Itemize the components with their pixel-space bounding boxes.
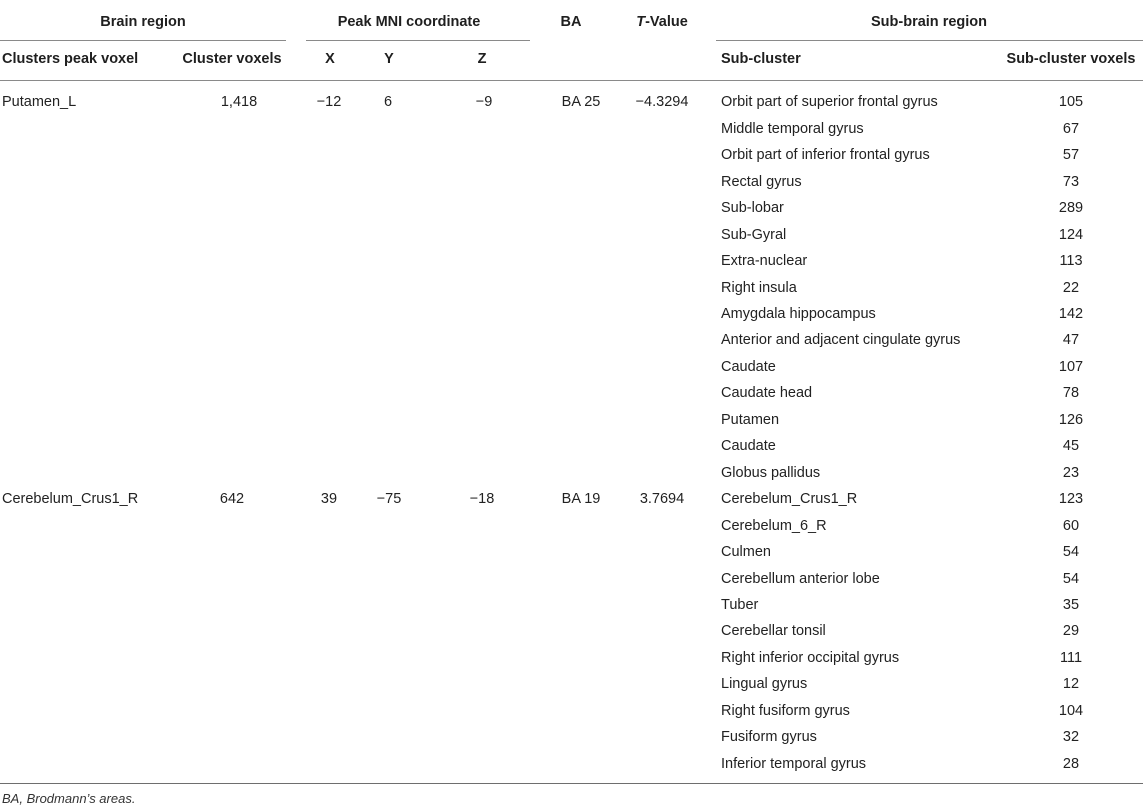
sub-cluster-name: Orbit part of superior frontal gyrus [721,94,938,110]
cluster-x: 39 [320,491,338,507]
sub-cluster-voxels: 126 [1058,412,1084,428]
sub-cluster-name: Orbit part of inferior frontal gyrus [721,147,930,163]
sub-cluster-voxels: 104 [1058,703,1084,719]
sub-cluster-name: Cerebelum_Crus1_R [721,491,858,507]
sub-cluster-voxels: 28 [1062,756,1080,772]
sub-cluster-voxels: 78 [1062,385,1080,401]
sub-cluster-voxels: 35 [1062,597,1080,613]
cluster-y: −75 [376,491,402,507]
header-t-value-italic: T [636,14,646,30]
sub-cluster-voxels: 45 [1062,438,1080,454]
cluster-t-value: 3.7694 [639,491,685,507]
cluster-peak-voxel: Putamen_L [2,94,77,110]
header-brain-region: Brain region [100,14,186,30]
sub-cluster-voxels: 32 [1062,729,1080,745]
sub-cluster-name: Right inferior occipital gyrus [721,650,900,666]
sub-cluster-name: Sub-Gyral [721,227,787,243]
table-footnote: BA, Brodmann’s areas. [2,791,136,806]
cluster-t-value: −4.3294 [635,94,689,110]
cluster-z: −9 [475,94,493,110]
cluster-z: −18 [469,491,495,507]
header-y: Y [384,51,394,67]
sub-cluster-voxels: 105 [1058,94,1084,110]
sub-cluster-voxels: 111 [1059,650,1083,666]
cluster-voxels: 642 [219,491,245,507]
group3-underline [716,40,1143,41]
header-cluster-voxels: Cluster voxels [182,51,282,67]
sub-cluster-name: Fusiform gyrus [721,729,817,745]
sub-cluster-voxels: 29 [1062,623,1080,639]
cluster-ba: BA 25 [561,94,601,110]
sub-cluster-name: Globus pallidus [721,465,821,481]
table-bottom-rule [0,783,1143,784]
cluster-y: 6 [383,94,393,110]
sub-cluster-name: Inferior temporal gyrus [721,756,867,772]
sub-cluster-name: Culmen [721,544,771,560]
cluster-x: −12 [316,94,342,110]
sub-cluster-voxels: 142 [1058,306,1084,322]
sub-cluster-name: Lingual gyrus [721,676,808,692]
cluster-voxels: 1,418 [220,94,258,110]
sub-cluster-voxels: 54 [1062,544,1080,560]
sub-cluster-name: Sub-lobar [721,200,784,216]
sub-cluster-name: Caudate [721,359,776,375]
header-clusters-peak-voxel: Clusters peak voxel [2,51,139,67]
group2-underline [306,40,530,41]
sub-cluster-name: Rectal gyrus [721,174,802,190]
header-x: X [325,51,335,67]
sub-cluster-voxels: 67 [1062,121,1080,137]
header-bottom-rule [0,80,1143,81]
sub-cluster-name: Right fusiform gyrus [721,703,850,719]
sub-cluster-name: Caudate [721,438,776,454]
header-t-value-rest: -Value [645,14,688,30]
sub-cluster-voxels: 57 [1062,147,1080,163]
sub-cluster-name: Anterior and adjacent cingulate gyrus [721,332,961,348]
header-sub-cluster: Sub-cluster [721,51,801,67]
sub-cluster-name: Cerebelum_6_R [721,518,827,534]
sub-cluster-name: Middle temporal gyrus [721,121,864,137]
sub-cluster-voxels: 289 [1058,200,1084,216]
sub-cluster-voxels: 23 [1062,465,1080,481]
sub-cluster-name: Cerebellar tonsil [721,623,826,639]
sub-cluster-name: Extra-nuclear [721,253,808,269]
sub-cluster-voxels: 47 [1062,332,1080,348]
sub-cluster-name: Tuber [721,597,759,613]
group1-underline [0,40,286,41]
sub-cluster-name: Cerebellum anterior lobe [721,571,880,587]
header-t-value [636,14,688,31]
sub-cluster-name: Amygdala hippocampus [721,306,876,322]
sub-cluster-name: Right insula [721,280,797,296]
sub-cluster-voxels: 123 [1058,491,1084,507]
sub-cluster-voxels: 73 [1062,174,1080,190]
sub-cluster-voxels: 22 [1062,280,1080,296]
cluster-ba: BA 19 [561,491,601,507]
sub-cluster-voxels: 60 [1062,518,1080,534]
sub-cluster-name: Caudate head [721,385,813,401]
sub-cluster-voxels: 124 [1058,227,1084,243]
header-sub-cluster-voxels: Sub-cluster voxels [1006,51,1136,67]
sub-cluster-voxels: 54 [1062,571,1080,587]
sub-cluster-voxels: 107 [1058,359,1084,375]
header-ba: BA [560,14,582,30]
header-peak-mni-coordinate: Peak MNI coordinate [337,14,481,30]
header-sub-brain-region: Sub-brain region [871,14,987,30]
cluster-peak-voxel: Cerebelum_Crus1_R [2,491,139,507]
header-z: Z [477,51,487,67]
sub-cluster-voxels: 113 [1059,253,1083,269]
sub-cluster-name: Putamen [721,412,780,428]
sub-cluster-voxels: 12 [1062,676,1080,692]
